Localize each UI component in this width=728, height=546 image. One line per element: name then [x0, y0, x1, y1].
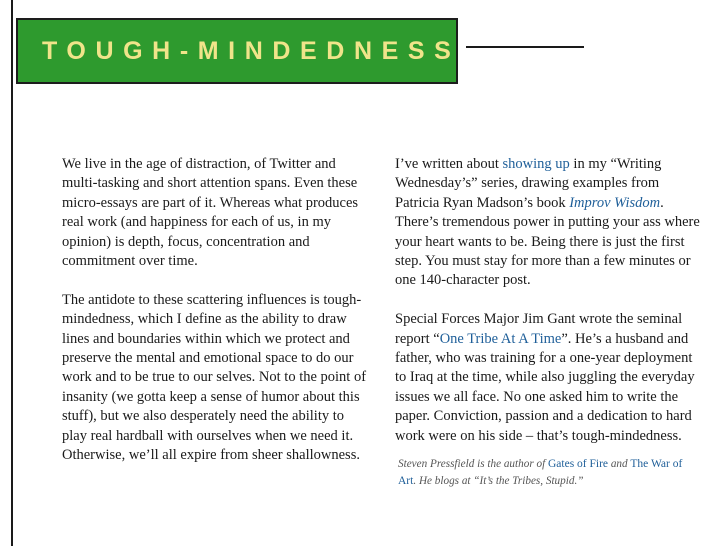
right-p2-text-b: ”. He’s a husband and father, who was training for a one-year deployment to Iraq at the time, while also juggling the everyday issues we all face. No one asked him to write the paper. Conviction, passion and a dedication to hard work were on his side – that’s tough-mindedness.: [395, 330, 695, 444]
right-paragraph-1: [395, 155, 701, 291]
credit-text-b: and: [608, 458, 631, 471]
war-of-art-link[interactable]: The War of Art: [398, 458, 683, 488]
improv-wisdom-link[interactable]: Improv Wisdom: [569, 194, 661, 211]
gates-of-fire-link[interactable]: Gates of Fire: [547, 458, 609, 471]
right-p1-text-b: in my “Writing Wednesday’s” series, drawing examples from Patricia Ryan Madson’s book: [395, 156, 662, 211]
showing-up-link[interactable]: showing up: [502, 156, 570, 172]
title-horizontal-rule: [466, 46, 584, 48]
blog-link[interactable]: “It’s the Tribes, Stupid.”: [473, 475, 584, 488]
one-tribe-link[interactable]: One Tribe At A Time: [439, 330, 562, 347]
page-title: TOUGH-MINDEDNESS: [42, 36, 461, 65]
right-column: [395, 155, 701, 490]
left-column: [62, 155, 368, 485]
left-paragraph-1: We live in the age of distraction, of Twitter and multi-tasking and short attention spans. Even these micro-essays are part of it. Whereas what produces real work (and happiness for each of us, in my opinion) is depth, focus, concentration and commitment over time.: [62, 156, 359, 270]
right-p2-text-a: Special Forces Major Jim Gant wrote the seminal report “: [395, 311, 683, 347]
title-banner: [16, 18, 461, 84]
right-p1-text-a: I’ve written about: [395, 156, 503, 172]
right-paragraph-2: [395, 310, 701, 446]
credit-text-c: . He blogs at: [413, 475, 474, 488]
credit-text-a: Steven Pressfield is the author of: [398, 458, 548, 471]
author-credit: [395, 456, 701, 490]
right-p1-text-c: . There’s tremendous power in putting your ass where your heart wants to be. Being there is just the first step. You must stay for more than a few minutes or one 140-character post.: [395, 194, 700, 289]
left-paragraph-2: The antidote to these scattering influences is tough-mindedness, which I define as the ability to draw lines and boundaries within which we protect and preserve the mental and emotional space to do our work and to be true to our selves. Not to the point of insanity (we gotta keep a sense of humor about this stuff), but we also desperately need the ability to play real hardball with ourselves when we need it. Otherwise, we’ll all expire from sheer shallowness.: [62, 291, 367, 464]
left-vertical-rule: [11, 0, 13, 546]
